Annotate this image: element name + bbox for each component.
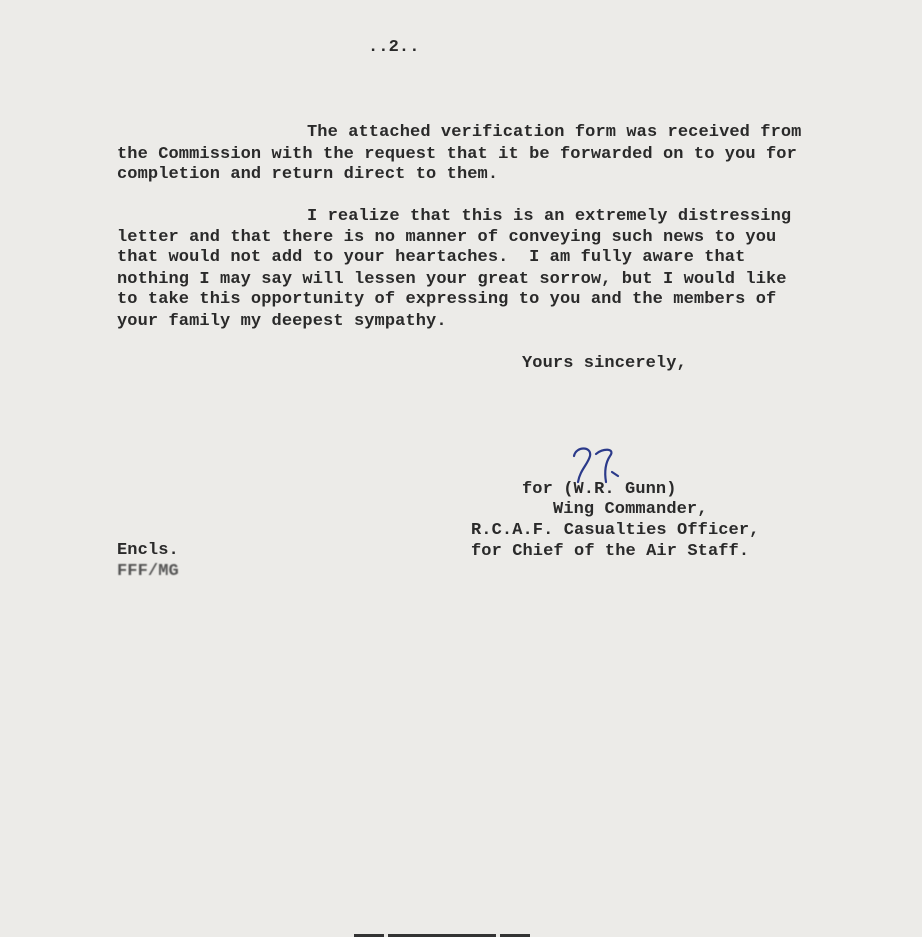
paragraph-2-line: I realize that this is an extremely distressing	[307, 207, 792, 226]
closing: Yours sincerely,	[522, 354, 687, 373]
signatory-title: R.C.A.F. Casualties Officer,	[471, 521, 760, 540]
paragraph-1-line: the Commission with the request that it be forwarded on to you for	[117, 145, 797, 164]
enclosure-note: Encls.	[117, 541, 179, 560]
paragraph-2-line: to take this opportunity of expressing to you and the members of	[117, 290, 777, 309]
paragraph-2-line: your family my deepest sympathy.	[117, 312, 447, 331]
paragraph-1-line: The attached verification form was received from	[307, 123, 802, 142]
reference-initials: FFF/MG	[117, 562, 179, 581]
signatory-line: for (W.R. Gunn)	[522, 480, 677, 499]
page-number: ..2..	[368, 38, 420, 57]
paragraph-2-line: that would not add to your heartaches. I am fully aware that	[117, 248, 746, 267]
signatory-rank: Wing Commander,	[553, 500, 708, 519]
paragraph-2-line: nothing I may say will lessen your great sorrow, but I would like	[117, 270, 787, 289]
signatory-office: for Chief of the Air Staff.	[471, 542, 750, 561]
paragraph-1-line: completion and return direct to them.	[117, 165, 499, 184]
paragraph-2-line: letter and that there is no manner of conveying such news to you	[117, 228, 777, 247]
